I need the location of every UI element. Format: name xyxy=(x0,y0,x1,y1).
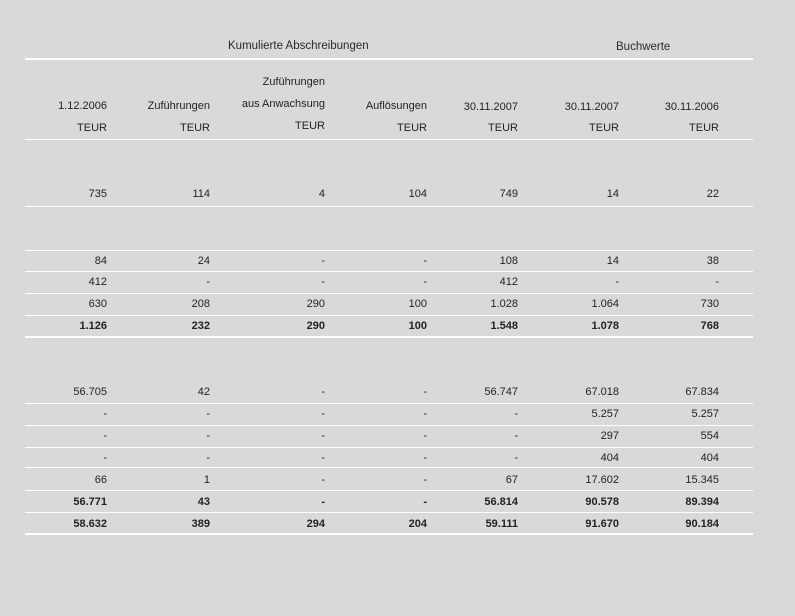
col5-unit: TEUR xyxy=(488,122,518,134)
table-cell: - xyxy=(715,276,719,288)
table-cell: - xyxy=(423,452,427,464)
col5-date-header: 30.11.2007 xyxy=(463,101,518,113)
table-cell: 17.602 xyxy=(585,474,619,486)
table-cell: - xyxy=(423,430,427,442)
table-cell: - xyxy=(423,474,427,486)
table-cell: - xyxy=(321,255,325,267)
table-cell: 24 xyxy=(197,255,210,267)
table-cell: 84 xyxy=(94,255,107,267)
table-cell: 56.705 xyxy=(73,386,107,398)
table-cell: - xyxy=(615,276,619,288)
table-cell: - xyxy=(321,496,325,508)
table-cell: 1.126 xyxy=(79,320,107,332)
table-cell: 15.345 xyxy=(685,474,719,486)
table-cell: 554 xyxy=(700,430,719,442)
table-cell: - xyxy=(321,430,325,442)
table-cell: - xyxy=(206,430,210,442)
table-cell: 232 xyxy=(191,320,210,332)
table-cell: 14 xyxy=(606,255,619,267)
table-cell: - xyxy=(514,408,518,420)
table-cell: 749 xyxy=(499,188,518,200)
table-cell: 4 xyxy=(318,188,325,200)
table-cell: - xyxy=(514,452,518,464)
table-cell: 389 xyxy=(191,518,210,530)
col1-date-header: 1.12.2006 xyxy=(58,100,107,112)
table-cell: 56.747 xyxy=(484,386,518,398)
table-cell: 1.028 xyxy=(490,298,518,310)
table-cell: 412 xyxy=(88,276,107,288)
table-cell: - xyxy=(206,408,210,420)
table-cell: 204 xyxy=(408,518,427,530)
table-cell: - xyxy=(321,386,325,398)
row-rule xyxy=(25,425,753,426)
row-rule xyxy=(25,490,753,491)
col7-date-header: 30.11.2006 xyxy=(664,101,719,113)
row-rule xyxy=(25,447,753,448)
table-cell: 66 xyxy=(94,474,107,486)
table-cell: - xyxy=(423,255,427,267)
accumulated-depreciation-header: Kumulierte Abschreibungen xyxy=(228,40,369,52)
subtotal-rule xyxy=(25,336,753,338)
table-cell: 91.670 xyxy=(585,518,619,530)
table-cell: 100 xyxy=(408,298,427,310)
table-cell: - xyxy=(321,474,325,486)
col2-additions-header: Zuführungen xyxy=(147,100,210,112)
table-cell: - xyxy=(103,430,107,442)
row-rule xyxy=(25,271,753,272)
table-cell: 735 xyxy=(88,188,107,200)
table-cell: 104 xyxy=(408,188,427,200)
table-cell: 5.257 xyxy=(591,408,619,420)
row-rule xyxy=(25,206,753,207)
table-cell: 90.578 xyxy=(585,496,619,508)
table-cell: 59.111 xyxy=(485,518,518,530)
table-cell: 38 xyxy=(706,255,719,267)
table-cell: 1.064 xyxy=(591,298,619,310)
table-cell: 90.184 xyxy=(685,518,719,530)
col6-date-header: 30.11.2007 xyxy=(564,101,619,113)
table-cell: 297 xyxy=(600,430,619,442)
table-cell: 56.771 xyxy=(73,496,107,508)
col3-additions-header-line2: aus Anwachsung xyxy=(241,98,325,110)
row-rule xyxy=(25,467,753,468)
col1-unit: TEUR xyxy=(77,122,107,134)
table-cell: 208 xyxy=(191,298,210,310)
row-rule xyxy=(25,250,753,251)
table-cell: 22 xyxy=(706,188,719,200)
table-cell: - xyxy=(321,408,325,420)
table-cell: 56.814 xyxy=(484,496,518,508)
col3-unit: TEUR xyxy=(295,120,325,132)
table-cell: 412 xyxy=(499,276,518,288)
col4-unit: TEUR xyxy=(397,122,427,134)
table-cell: 67.018 xyxy=(585,386,619,398)
table-cell: 290 xyxy=(306,298,325,310)
col2-unit: TEUR xyxy=(180,122,210,134)
col3-additions-header-line1: Zuführungen xyxy=(262,76,325,88)
table-cell: 114 xyxy=(192,188,210,200)
table-cell: - xyxy=(321,276,325,288)
header-top-rule xyxy=(25,58,753,60)
table-cell: 730 xyxy=(700,298,719,310)
row-rule xyxy=(25,512,753,513)
table-cell: - xyxy=(423,496,427,508)
table-cell: 290 xyxy=(306,320,325,332)
table-cell: 404 xyxy=(600,452,619,464)
table-cell: 1.548 xyxy=(490,320,518,332)
header-bottom-rule xyxy=(25,139,753,140)
col4-releases-header: Auflösungen xyxy=(365,100,427,112)
table-bottom-rule xyxy=(25,533,753,535)
table-cell: 14 xyxy=(606,188,619,200)
table-cell: - xyxy=(423,386,427,398)
col7-unit: TEUR xyxy=(689,122,719,134)
table-cell: - xyxy=(206,452,210,464)
table-cell: 42 xyxy=(197,386,210,398)
table-cell: - xyxy=(423,408,427,420)
table-cell: 43 xyxy=(197,496,210,508)
table-cell: 630 xyxy=(88,298,107,310)
table-cell: 89.394 xyxy=(685,496,719,508)
table-cell: 1.078 xyxy=(591,320,619,332)
row-rule xyxy=(25,315,753,316)
table-cell: 100 xyxy=(408,320,427,332)
table-cell: 768 xyxy=(700,320,719,332)
table-cell: 5.257 xyxy=(691,408,719,420)
table-cell: - xyxy=(103,452,107,464)
table-cell: 404 xyxy=(700,452,719,464)
col6-unit: TEUR xyxy=(589,122,619,134)
row-rule xyxy=(25,403,753,404)
table-cell: 67.834 xyxy=(685,386,719,398)
table-cell: - xyxy=(423,276,427,288)
table-cell: - xyxy=(103,408,107,420)
table-cell: - xyxy=(206,276,210,288)
table-cell: 67 xyxy=(505,474,518,486)
table-cell: - xyxy=(514,430,518,442)
table-cell: 108 xyxy=(499,255,518,267)
table-cell: - xyxy=(321,452,325,464)
table-cell: 294 xyxy=(306,518,325,530)
table-cell: 1 xyxy=(203,474,210,486)
row-rule xyxy=(25,293,753,294)
book-values-header: Buchwerte xyxy=(616,41,671,53)
table-cell: 58.632 xyxy=(73,518,107,530)
